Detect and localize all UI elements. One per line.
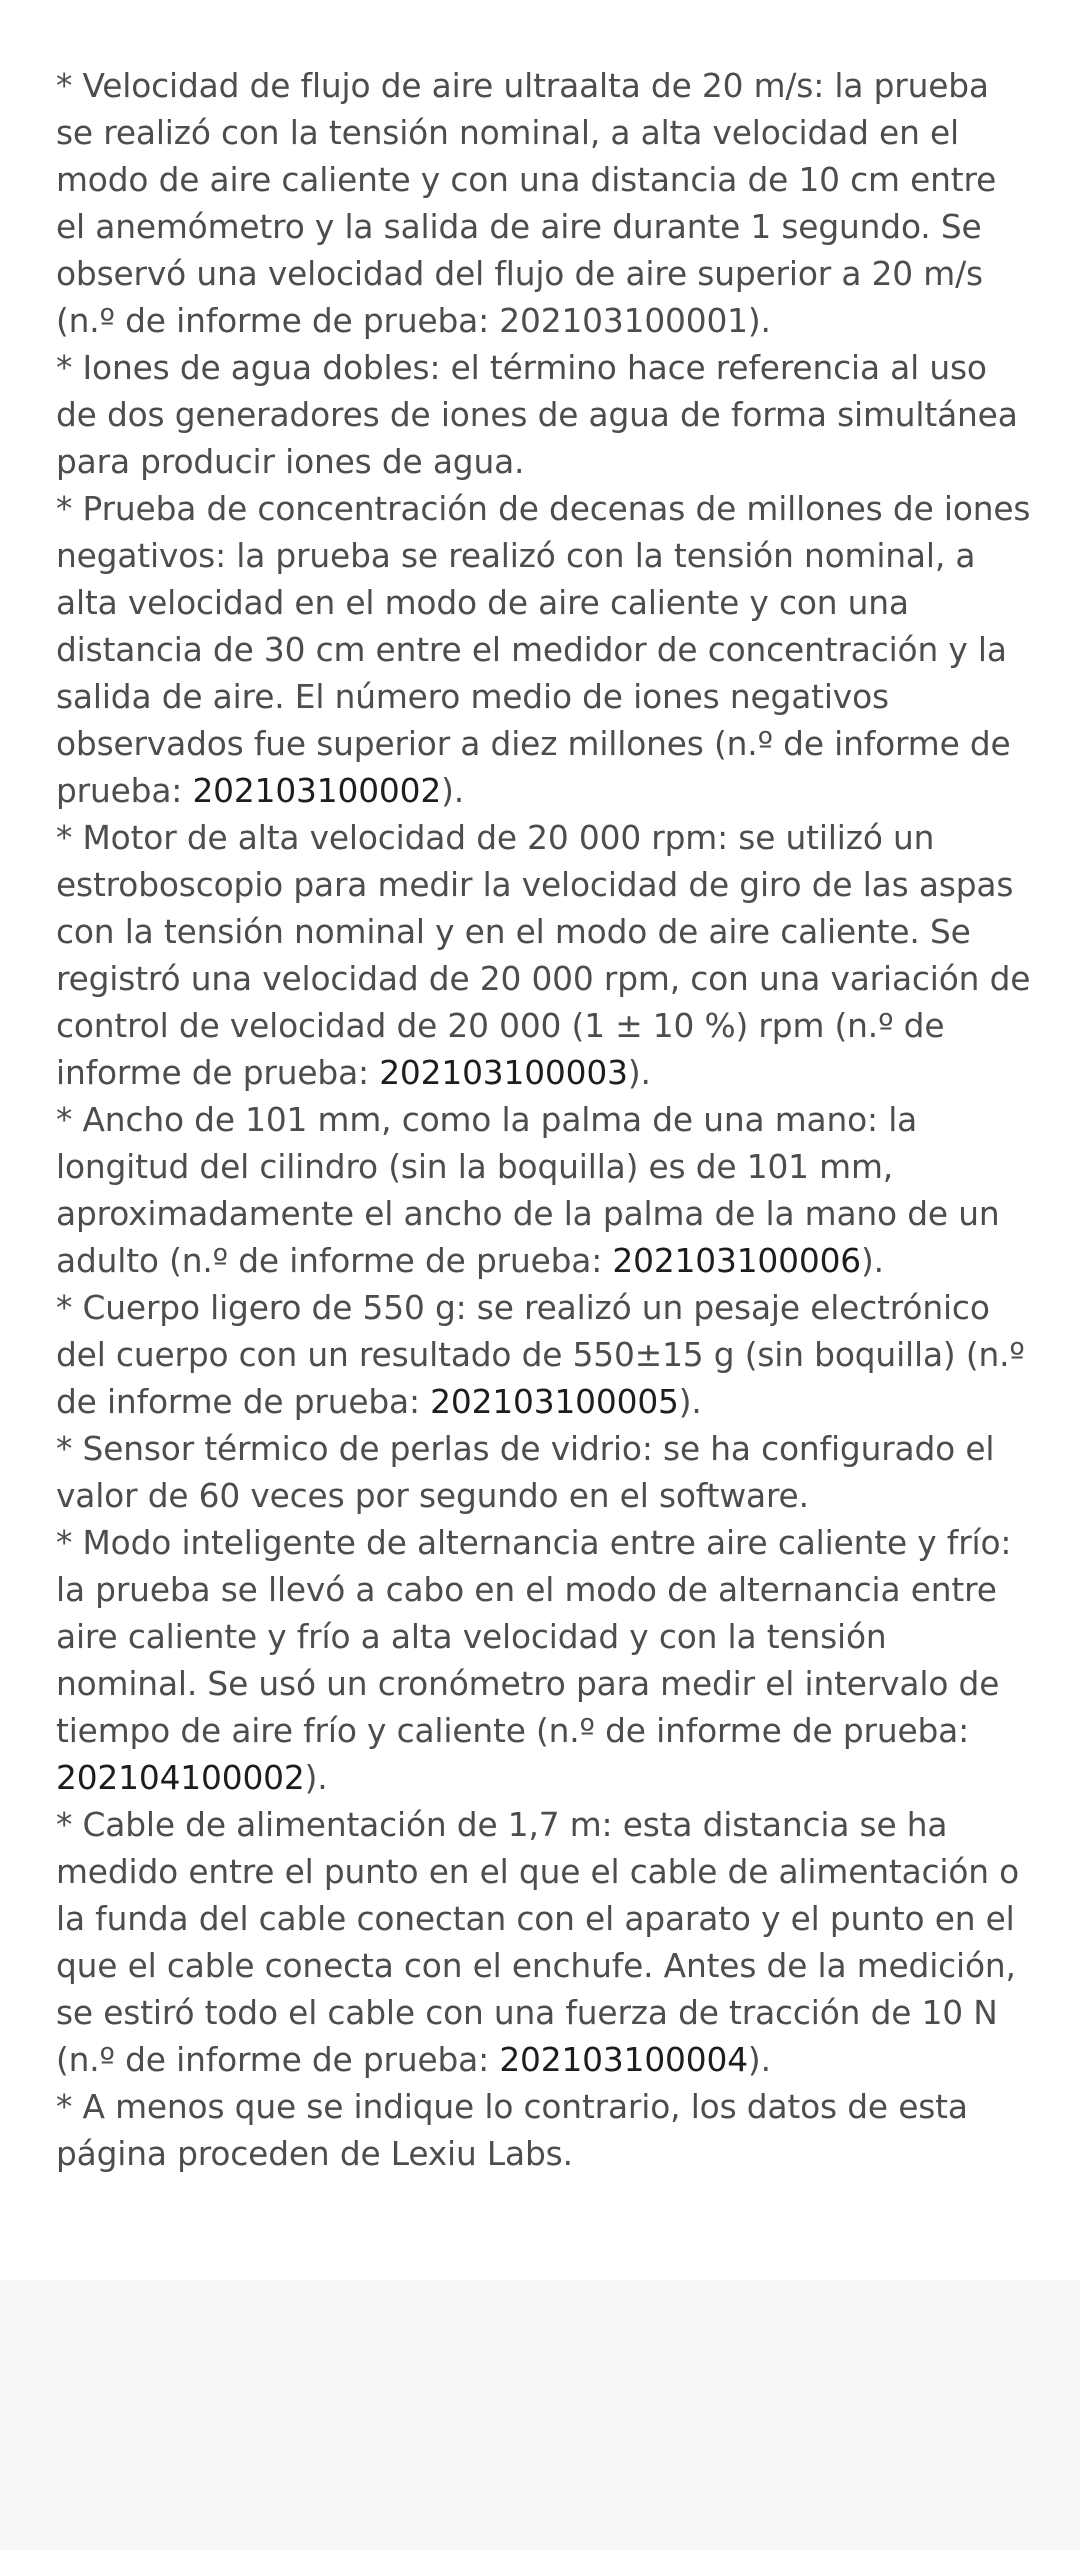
- report-number: 202103100006: [612, 1242, 862, 1280]
- footnote-power-cable: [56, 1802, 1031, 2084]
- footnote-text: * Cable de alimentación de 1,7 m: esta distancia se ha medido entre el punto en el que el cable de alimentación o la funda del cable conectan con el aparato y el punto en el que el cable conecta con el enchufe. Antes de la medición, se estiró todo el cable con una fuerza de tracción de 10 N (n.º de informe de prueba:: [56, 1806, 1020, 2079]
- footnote-airflow-speed: * Velocidad de flujo de aire ultraalta de 20 m/s: la prueba se realizó con la tensión nominal, a alta velocidad en el modo de aire caliente y con una distancia de 10 cm entre el anemómetro y la salida de aire durante 1 segundo. Se observó una velocidad del flujo de aire superior a 20 m/s (n.º de informe de prueba: 202103100001).: [56, 67, 997, 340]
- footnote-weight: [56, 1285, 1031, 1426]
- report-number: 202104100002: [56, 1759, 305, 1797]
- footnote-text: * Ancho de 101 mm, como la palma de una mano: la longitud del cilindro (sin la boquilla) es de 101 mm, aproximadamente el ancho de la palma de la mano de un adulto (n.º de informe de prueba:: [56, 1101, 1000, 1280]
- footnote-text: * Modo inteligente de alternancia entre aire caliente y frío: la prueba se llevó a cabo en el modo de alternancia entre aire caliente y frío a alta velocidad y con la tensión nominal. Se usó un cronómetro para medir el intervalo de tiempo de aire frío y caliente (n.º de informe de prueba:: [56, 1524, 1012, 1750]
- footnote-negative-ions: [56, 486, 1031, 815]
- footer-band: [0, 2280, 1080, 2550]
- footnote-double-water-ions: * Iones de agua dobles: el término hace referencia al uso de dos generadores de iones de agua de forma simultánea para producir iones de agua.: [56, 349, 1018, 481]
- report-number: 202103100002: [192, 772, 442, 810]
- report-number: 202103100004: [499, 2041, 748, 2079]
- footnote-text-end: ).: [861, 1242, 884, 1280]
- footnotes: [56, 63, 1031, 2178]
- report-number: 202103100003: [379, 1054, 628, 1092]
- footnote-text-end: ).: [747, 2041, 771, 2079]
- footnote-width: [56, 1097, 1031, 1285]
- footnote-text: * Motor de alta velocidad de 20 000 rpm: se utilizó un estroboscopio para medir la velocidad de giro de las aspas con la tensión nominal y en el modo de aire caliente. Se registró una velocidad de 20 000 rpm, con una variación de control de velocidad de 20 000 (1 ± 10 %) rpm (n.º de informe de prueba:: [56, 819, 1031, 1092]
- footnote-motor-speed: [56, 815, 1031, 1097]
- footnote-text-end: ).: [678, 1383, 702, 1421]
- footnote-text: * Cuerpo ligero de 550 g: se realizó un pesaje electrónico del cuerpo con un resultado de 550±15 g (sin boquilla) (n.º de informe de prueba:: [56, 1289, 1025, 1421]
- footnote-text-end: ).: [441, 772, 464, 810]
- report-number: 202103100005: [430, 1383, 679, 1421]
- footnote-data-source: * A menos que se indique lo contrario, los datos de esta página proceden de Lexiu Labs.: [56, 2088, 968, 2173]
- footnote-text: * Prueba de concentración de decenas de millones de iones negativos: la prueba se realizó con la tensión nominal, a alta velocidad en el modo de aire caliente y con una distancia de 30 cm entre el medidor de concentración y la salida de aire. El número medio de iones negativos observados fue superior a diez millones (n.º de informe de prueba:: [56, 490, 1031, 810]
- footnote-text-end: ).: [627, 1054, 651, 1092]
- footnote-text-end: ).: [304, 1759, 328, 1797]
- footnote-hot-cold-mode: [56, 1520, 1031, 1802]
- footnote-thermal-sensor: * Sensor térmico de perlas de vidrio: se ha configurado el valor de 60 veces por segundo en el software.: [56, 1430, 995, 1515]
